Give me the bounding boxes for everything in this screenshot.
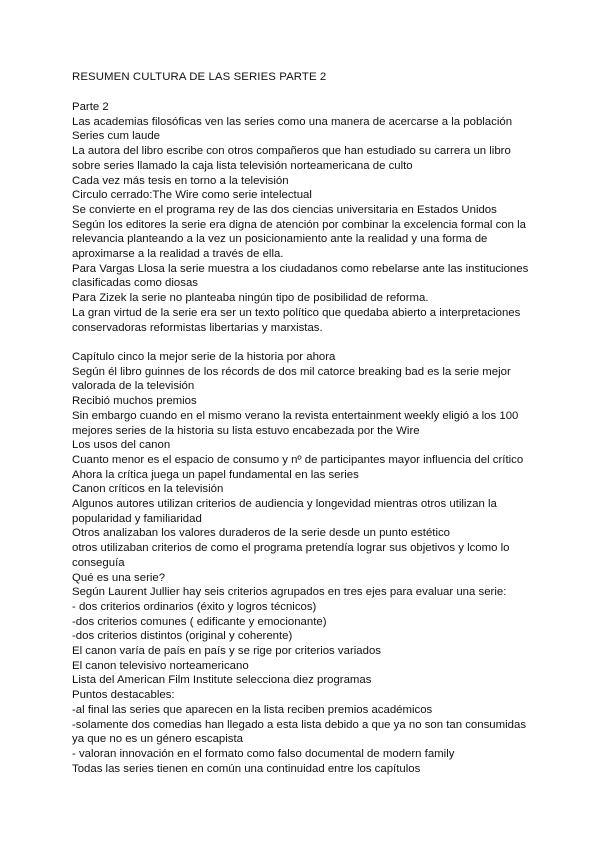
text-line: valorada de la televisión [72,380,195,393]
text-line: Todas las series tienen en común una continuidad entre los capítulos [72,762,421,775]
text-line: Según él libro guinnes de los récords de dos mil catorce breaking bad es la serie mejor [72,365,511,378]
text-line: Ahora la crítica juega un papel fundamental en las series [72,468,359,481]
text-line: Lista del American Film Institute selecciona diez programas [72,674,372,687]
text-line: conservadoras reformistas libertarias y marxistas. [72,321,323,334]
text-line: Para Vargas Llosa la serie muestra a los ciudadanos como rebelarse ante las instituciones [72,262,529,275]
section-parte-2 [72,100,562,335]
text-line: Canon críticos en la televisión [72,483,224,496]
text-line: Algunos autores utilizan criterios de audiencia y longevidad mientras otros utilizan la [72,498,497,511]
text-line: -solamente dos comedias han llegado a esta lista debido a que ya no son tan consumidas [72,718,527,731]
text-line: Cada vez más tesis en torno a la televisión [72,174,289,187]
text-line: Capítulo cinco la mejor serie de la historia por ahora [72,351,336,363]
text-line: conseguía [72,556,125,569]
text-line: popularidad y familiaridad [72,512,202,525]
section-capitulo-cinco [72,350,562,776]
text-line: ya que no es un género escapista [72,733,243,746]
text-line: La autora del libro escribe con otros compañeros que han estudiado su carrera un libro [72,145,511,158]
text-line: Según Laurent Jullier hay seis criterios agrupados en tres ejes para evaluar una serie: [72,586,507,599]
text-line: sobre series llamado la caja lista televisión norteamericana de culto [72,159,413,172]
text-line: El canon varía de país en país y se rige por criterios variados [72,645,381,658]
text-line: Se convierte en el programa rey de las dos ciencias universitaria en Estados Unidos [72,203,497,216]
text-line: Para Zizek la serie no planteaba ningún tipo de posibilidad de reforma. [72,292,429,305]
text-line: mejores series de la historia su lista estuvo encabezada por the Wire [72,424,420,437]
text-line: Puntos destacables: [72,689,175,702]
text-line: Sin embargo cuando en el mismo verano la revista entertainment weekly eligió a los 100 [72,409,519,422]
document-title: RESUMEN CULTURA DE LAS SERIES PARTE 2 [72,71,327,83]
text-line: - dos criterios ordinarios (éxito y logros técnicos) [72,600,317,613]
text-line: - valoran innovación en el formato como falso documental de modern family [72,747,455,760]
text-line: Qué es una serie? [72,571,166,584]
text-line: Parte 2 [72,101,109,113]
text-line: -dos criterios distintos (original y coherente) [72,630,293,643]
text-line: -dos criterios comunes ( edificante y emocionante) [72,615,327,628]
text-line: Circulo cerrado:The Wire como serie intelectual [72,189,312,202]
text-line: Recibió muchos premios [72,395,197,408]
text-line: relevancia planteando a la vez un posicionamiento ante la realidad y una forma de [72,233,488,246]
text-line: aproximarse a la realidad a través de ella. [72,248,284,261]
text-line: -al final las series que aparecen en la lista reciben premios académicos [72,703,433,716]
text-line: Series cum laude [72,130,161,143]
text-line: El canon televisivo norteamericano [72,659,249,672]
text-line: Otros analizaban los valores duraderos de la serie desde un punto estético [72,527,451,540]
text-line: Cuanto menor es el espacio de consumo y nº de participantes mayor influencia del crítico [72,453,524,466]
text-line: La gran virtud de la serie era ser un texto político que quedaba abierto a interpretaciones [72,306,521,319]
text-line: Las academias filosóficas ven las series como una manera de acercarse a la población [72,115,513,128]
text-line: otros utilizaban criterios de como el programa pretendía lograr sus objetivos y lcomo lo [72,542,510,555]
text-line: Según los editores la serie era digna de atención por combinar la excelencia formal con la [72,218,526,231]
text-line: clasificadas como diosas [72,277,198,290]
text-line: Los usos del canon [72,439,171,452]
